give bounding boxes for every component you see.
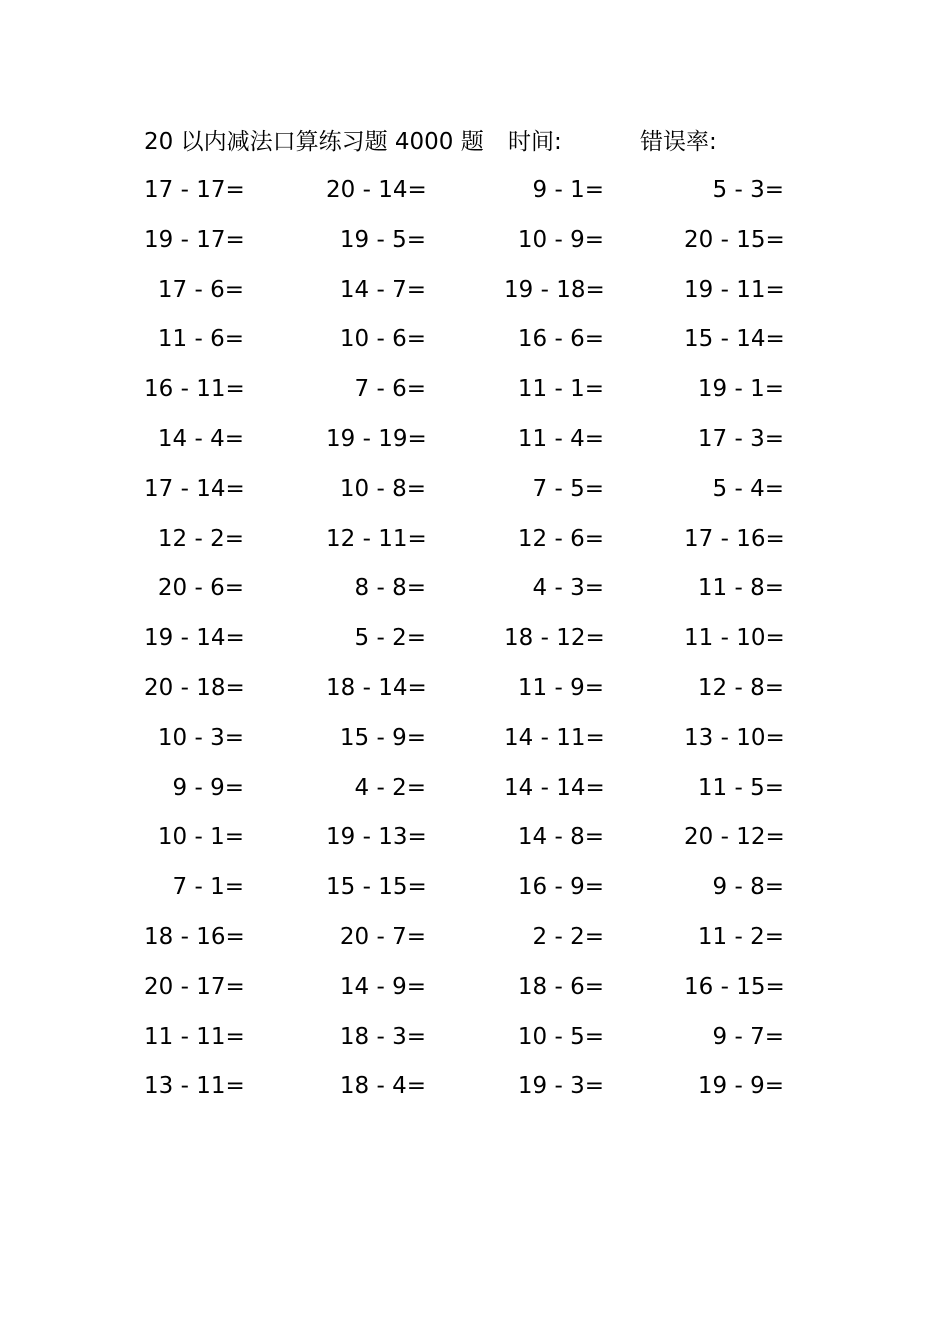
problem-item: 19 - 17= xyxy=(144,226,245,253)
problem-item: 7 - 6= xyxy=(354,376,426,403)
problem-item: 11 - 8= xyxy=(697,575,784,602)
problem-item: 19 - 18= xyxy=(504,276,605,303)
problem-item: 20 - 7= xyxy=(339,923,426,950)
problem-item: 11 - 10= xyxy=(684,625,785,652)
problem-item: 20 - 12= xyxy=(684,824,785,851)
problem-row xyxy=(144,620,784,670)
problem-item: 11 - 5= xyxy=(697,774,784,801)
problem-item: 20 - 15= xyxy=(684,226,785,253)
problem-item: 20 - 14= xyxy=(326,177,427,203)
problem-item: 13 - 10= xyxy=(684,724,785,751)
problem-item: 19 - 9= xyxy=(697,1073,784,1100)
problem-row xyxy=(144,471,784,521)
problem-row xyxy=(144,521,784,571)
problem-item: 11 - 4= xyxy=(517,425,604,452)
problem-item: 20 - 17= xyxy=(144,973,245,1000)
problem-item: 5 - 2= xyxy=(354,625,426,652)
problem-item: 19 - 3= xyxy=(517,1073,604,1100)
problem-item: 17 - 17= xyxy=(144,177,245,203)
problem-item: 16 - 6= xyxy=(517,326,604,353)
problem-item: 19 - 13= xyxy=(326,824,427,851)
problem-row xyxy=(144,421,784,471)
problem-item: 13 - 11= xyxy=(144,1073,245,1100)
problem-row xyxy=(144,371,784,421)
problem-item: 15 - 15= xyxy=(326,874,427,901)
problem-item: 4 - 3= xyxy=(532,575,604,602)
problem-item: 14 - 7= xyxy=(339,276,426,303)
problem-row xyxy=(144,570,784,620)
problem-grid xyxy=(144,172,784,1118)
problem-item: 17 - 6= xyxy=(157,276,244,303)
problem-item: 17 - 16= xyxy=(684,525,785,552)
problem-row xyxy=(144,869,784,919)
problem-row xyxy=(144,272,784,322)
problem-item: 20 - 18= xyxy=(144,674,245,701)
problem-item: 18 - 14= xyxy=(326,674,427,701)
problem-item: 16 - 11= xyxy=(144,376,245,403)
problem-item: 10 - 5= xyxy=(517,1023,604,1050)
time-label: 时间: xyxy=(508,129,562,155)
problem-item: 9 - 7= xyxy=(712,1023,784,1050)
problem-item: 18 - 16= xyxy=(144,923,245,950)
problem-row xyxy=(144,819,784,869)
problem-item: 7 - 1= xyxy=(172,874,244,901)
problem-item: 14 - 11= xyxy=(504,724,605,751)
problem-row xyxy=(144,321,784,371)
problem-item: 10 - 9= xyxy=(517,226,604,253)
problem-item: 20 - 6= xyxy=(157,575,244,602)
problem-item: 12 - 11= xyxy=(326,525,427,552)
problem-item: 8 - 8= xyxy=(354,575,426,602)
problem-row xyxy=(144,670,784,720)
problem-item: 5 - 4= xyxy=(712,475,784,502)
problem-item: 2 - 2= xyxy=(532,923,604,950)
error-rate-label: 错误率: xyxy=(640,129,717,155)
problem-item: 10 - 6= xyxy=(339,326,426,353)
problem-item: 15 - 14= xyxy=(684,326,785,353)
problem-item: 11 - 6= xyxy=(157,326,244,353)
problem-item: 12 - 8= xyxy=(697,674,784,701)
problem-item: 15 - 9= xyxy=(339,724,426,751)
problem-item: 17 - 3= xyxy=(697,425,784,452)
problem-row xyxy=(144,720,784,770)
problem-item: 9 - 1= xyxy=(532,177,604,203)
problem-item: 18 - 4= xyxy=(339,1073,426,1100)
problem-row xyxy=(144,770,784,820)
problem-item: 18 - 12= xyxy=(504,625,605,652)
problem-row xyxy=(144,1068,784,1118)
problem-item: 10 - 8= xyxy=(339,475,426,502)
problem-item: 11 - 1= xyxy=(517,376,604,403)
problem-row xyxy=(144,1019,784,1069)
problem-item: 14 - 14= xyxy=(504,774,605,801)
problem-item: 19 - 19= xyxy=(326,425,427,452)
problem-item: 7 - 5= xyxy=(532,475,604,502)
problem-item: 19 - 11= xyxy=(684,276,785,303)
problem-row xyxy=(144,172,784,222)
problem-item: 14 - 4= xyxy=(157,425,244,452)
problem-item: 16 - 9= xyxy=(517,874,604,901)
problem-row xyxy=(144,969,784,1019)
problem-row xyxy=(144,222,784,272)
problem-row xyxy=(144,919,784,969)
problem-item: 10 - 1= xyxy=(157,824,244,851)
worksheet-title: 20 以内减法口算练习题 4000 题 xyxy=(144,129,484,155)
problem-item: 14 - 8= xyxy=(517,824,604,851)
problem-item: 5 - 3= xyxy=(712,177,784,203)
problem-item: 11 - 2= xyxy=(697,923,784,950)
problem-item: 10 - 3= xyxy=(157,724,244,751)
problem-item: 11 - 9= xyxy=(517,674,604,701)
problem-item: 12 - 2= xyxy=(157,525,244,552)
problem-item: 17 - 14= xyxy=(144,475,245,502)
problem-item: 12 - 6= xyxy=(517,525,604,552)
problem-item: 18 - 3= xyxy=(339,1023,426,1050)
problem-item: 19 - 5= xyxy=(339,226,426,253)
problem-item: 19 - 1= xyxy=(697,376,784,403)
problem-item: 9 - 8= xyxy=(712,874,784,901)
problem-item: 16 - 15= xyxy=(684,973,785,1000)
problem-item: 18 - 6= xyxy=(517,973,604,1000)
problem-item: 4 - 2= xyxy=(354,774,426,801)
problem-item: 14 - 9= xyxy=(339,973,426,1000)
problem-item: 19 - 14= xyxy=(144,625,245,652)
problem-item: 11 - 11= xyxy=(144,1023,245,1050)
problem-item: 9 - 9= xyxy=(172,774,244,801)
